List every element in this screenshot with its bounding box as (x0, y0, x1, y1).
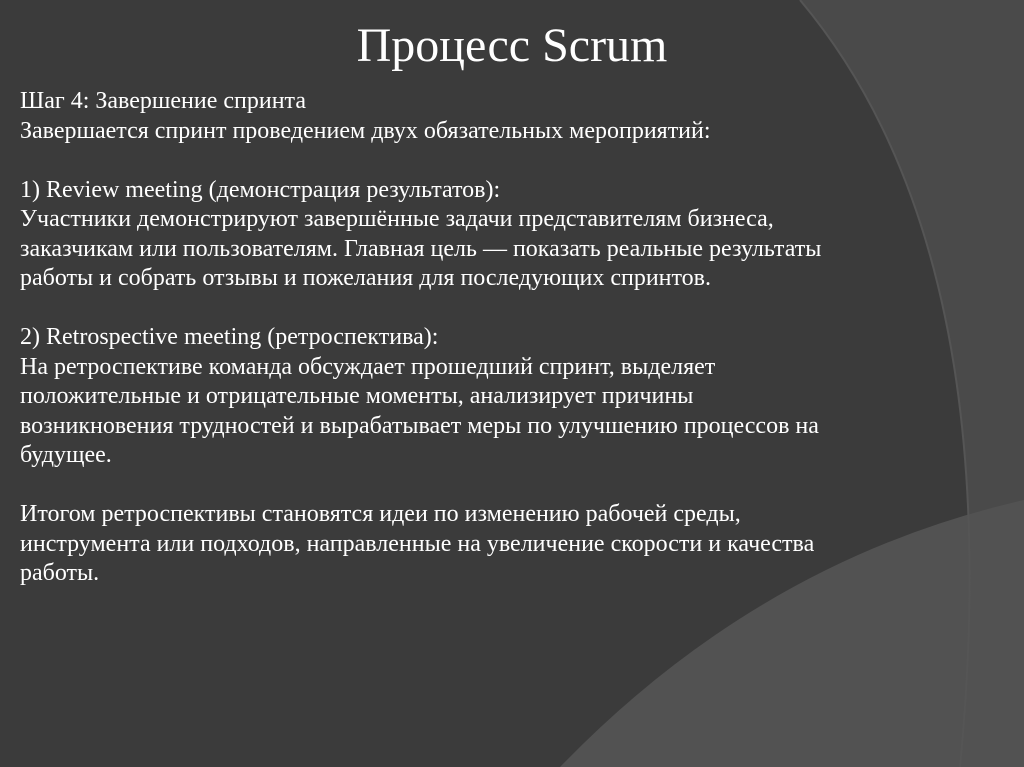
retro-line: На ретроспективе команда обсуждает прошедший спринт, выделяет (20, 353, 716, 380)
retro-line: положительные и отрицательные моменты, анализирует причины (20, 383, 694, 409)
review-heading: 1) Review meeting (демонстрация результатов): (20, 176, 501, 203)
review-line: Участники демонстрируют завершённые задачи представителям бизнеса, (20, 206, 774, 232)
slide-body (20, 87, 1000, 589)
intro-line: Завершается спринт проведением двух обязательных мероприятий: (20, 117, 711, 144)
retro-line: возникновения трудностей и вырабатывает меры по улучшению процессов на (20, 412, 819, 439)
step-heading: Шаг 4: Завершение спринта (20, 88, 306, 114)
summary-line: инструмента или подходов, направленные на увеличение скорости и качества (20, 530, 815, 557)
retro-heading: 2) Retrospective meeting (ретроспектива): (20, 324, 439, 350)
slide-title: Процесс Scrum (356, 19, 668, 72)
review-line: заказчикам или пользователям. Главная цель — показать реальные результаты (20, 235, 822, 262)
summary-line: работы. (20, 560, 100, 586)
summary-line: Итогом ретроспективы становятся идеи по изменению рабочей среды, (20, 501, 741, 527)
review-line: работы и собрать отзывы и пожелания для последующих спринтов. (20, 265, 712, 291)
retro-line: будущее. (20, 442, 112, 468)
